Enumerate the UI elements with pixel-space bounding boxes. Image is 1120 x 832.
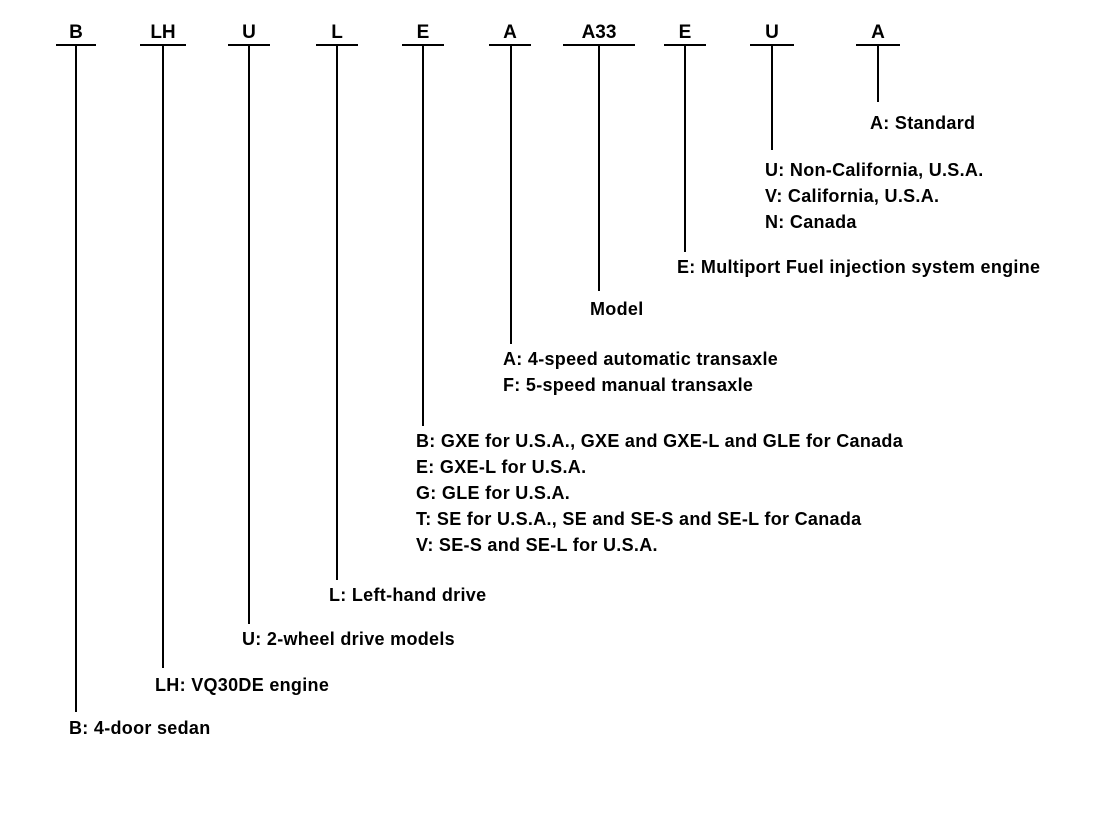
description-line: A: 4-speed automatic transaxle: [503, 349, 779, 369]
description-line: V: California, U.S.A.: [765, 186, 940, 206]
grade-description: [416, 428, 903, 558]
description-line: F: 5-speed manual transaxle: [503, 375, 754, 395]
leader-line: [75, 46, 77, 712]
leader-line: [510, 46, 512, 344]
description-line: L: Left-hand drive: [329, 585, 487, 605]
leader-line: [162, 46, 164, 668]
body-type-description: [69, 715, 211, 741]
code-steering: L: [331, 22, 343, 43]
destination-description: [765, 157, 984, 235]
code-body-type: B: [69, 22, 83, 43]
steering-description: [329, 582, 486, 608]
code-engine: LH: [150, 22, 176, 43]
leader-line: [771, 46, 773, 150]
drive-models-description: [242, 626, 455, 652]
description-line: T: SE for U.S.A., SE and SE-S and SE-L for Canada: [416, 509, 862, 529]
leader-line: [877, 46, 879, 102]
leader-line: [422, 46, 424, 426]
code-drive-models: U: [242, 22, 256, 43]
model-description: [590, 296, 644, 322]
description-line: U: 2-wheel drive models: [242, 629, 455, 649]
description-line: U: Non-California, U.S.A.: [765, 160, 984, 180]
description-line: G: GLE for U.S.A.: [416, 483, 571, 503]
code-equipment: A: [871, 22, 885, 43]
code-model: A33: [581, 22, 617, 43]
code-grade: E: [416, 22, 430, 43]
description-line: A: Standard: [870, 113, 976, 133]
transaxle-description: [503, 346, 778, 398]
code-fuel-system: E: [678, 22, 692, 43]
description-line: E: Multiport Fuel injection system engine: [677, 257, 1041, 277]
engine-description: [155, 672, 329, 698]
code-destination: U: [765, 22, 779, 43]
leader-line: [684, 46, 686, 252]
description-line: LH: VQ30DE engine: [155, 675, 330, 695]
equipment-description: [870, 110, 975, 136]
leader-line: [598, 46, 600, 291]
description-line: N: Canada: [765, 212, 857, 232]
code-transaxle: A: [503, 22, 517, 43]
description-line: Model: [590, 299, 644, 319]
description-line: V: SE-S and SE-L for U.S.A.: [416, 535, 658, 555]
description-line: B: GXE for U.S.A., GXE and GXE-L and GLE for Canada: [416, 431, 904, 451]
leader-line: [336, 46, 338, 580]
description-line: E: GXE-L for U.S.A.: [416, 457, 587, 477]
leader-line: [248, 46, 250, 624]
fuel-system-description: [677, 254, 1040, 280]
description-line: B: 4-door sedan: [69, 718, 211, 738]
